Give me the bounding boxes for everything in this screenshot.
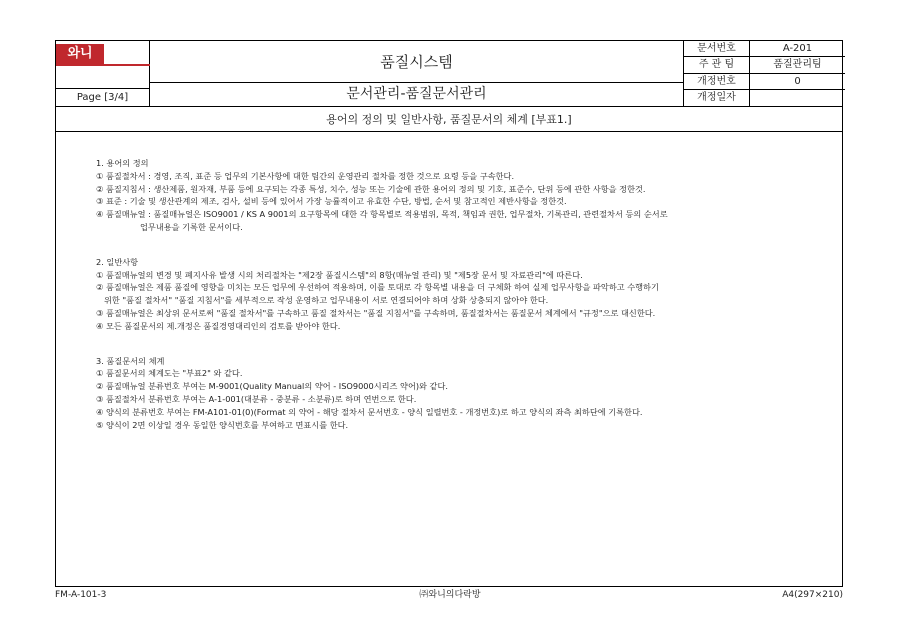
section-title: 용어의 정의 및 일반사항, 품질문서의 체계 [부표1.] xyxy=(56,107,842,132)
list-item: ① 품질매뉴얼의 변경 및 폐지사유 발생 시의 처리절차는 "제2장 품질시스템"의 8항(매뉴얼 관리) 및 "제5장 문서 및 자료관리"에 따른다. xyxy=(96,269,583,280)
logo-underline xyxy=(56,64,150,66)
list-item: ④ 모든 품질문서의 제.개정은 품질경영대리인의 검토를 받아야 한다. xyxy=(96,320,341,331)
list-item: ④ 양식의 분류번호 부여는 FM-A101-01(0)(Format 의 약어 - 해당 절차서 문서번호 - 양식 일렬번호 - 개정번호)로 하고 양식의 좌측 최하단에 기록한다. xyxy=(96,406,643,417)
list-item: ① 품질문서의 체계도는 "부표2" 와 같다. xyxy=(96,368,243,379)
list-item: ② 품질지침서 : 생산제품, 원자재, 부품 등에 요구되는 각종 특성, 치수, 성능 또는 기술에 관한 용어의 정의 및 기호, 표준수, 단위 등에 관한 사항을 정한것. xyxy=(96,183,646,194)
meta-value: 품질관리팀 xyxy=(773,59,822,71)
list-item-continuation: 업무내용을 기록한 문서이다. xyxy=(140,221,243,232)
meta-key: 개정일자 xyxy=(684,90,750,106)
footer-paper-size: A4(297×210) xyxy=(782,590,843,600)
meta-row-doc-number xyxy=(684,41,845,57)
meta-row-revision-date xyxy=(684,90,845,106)
footer-form-number: FM-A-101-3 xyxy=(55,590,107,600)
section-heading: 3. 품질문서의 체계 xyxy=(96,355,165,366)
document-subtitle: 문서관리-품질문서관리 xyxy=(346,86,487,102)
meta-key: 주 관 팀 xyxy=(684,57,750,72)
section-definitions xyxy=(96,157,776,234)
document-title: 품질시스템 xyxy=(150,41,683,83)
list-item: ① 품질절차서 : 경영, 조직, 표준 등 업무의 기본사항에 대한 팀간의 운영관리 절차를 정한 것으로 요령 등을 구속한다. xyxy=(96,170,515,181)
page-number: Page [3/4] xyxy=(56,89,150,106)
list-item: ③ 품질절차서 분류번호 부여는 A-1-001(대분류 - 중분류 - 소분류)로 하며 연번으로 한다. xyxy=(96,393,417,404)
meta-row-team xyxy=(684,57,845,73)
list-item: ② 품질매뉴얼은 제품 품질에 영향을 미치는 모든 업무에 우선하여 적용하며, 이를 토대로 각 항목별 내용을 더 구체화 하여 실제 업무사항을 파악하고 수행하기 xyxy=(96,282,659,293)
list-item: ③ 품질매뉴얼은 최상위 문서로써 "품질 절차서"를 구속하고 품질 절차서는 "품질 지침서"를 구속하며, 품질절차서는 품질문서 체계에서 "규정"으로 대신한다. xyxy=(96,307,656,318)
meta-key: 개정번호 xyxy=(684,74,750,89)
section-system xyxy=(96,355,776,432)
section-heading: 2. 일반사항 xyxy=(96,256,139,267)
list-item: ③ 표준 : 기술 및 생산관계의 제조, 검사, 설비 등에 있어서 가장 능률적이고 유효한 수단, 방법, 순서 및 참고적인 제반사항을 정한것. xyxy=(96,196,567,207)
company-logo: 와니 xyxy=(56,44,104,64)
meta-table xyxy=(683,41,844,106)
list-item-continuation: 위한 "품질 절차서" "품질 지침서"를 세부적으로 작성 운영하고 업무내용이 서로 연결되어야 하며 상화 상충되지 않아야 한다. xyxy=(104,295,549,306)
meta-value: 0 xyxy=(794,75,801,87)
logo-cell xyxy=(56,41,150,89)
section-heading: 1. 용어의 정의 xyxy=(96,158,149,168)
meta-value: A-201 xyxy=(782,43,813,54)
meta-key: 문서번호 xyxy=(684,41,750,56)
footer-company: ㈜와니의다락방 xyxy=(419,590,481,600)
list-item: ④ 품질매뉴얼 : 품질매뉴얼은 ISO9001 / KS A 9001의 요구항목에 대한 각 항목별로 적용범위, 목적, 책임과 권한, 업무절차, 기록관리, 관련절차서 등의 순서로 xyxy=(96,209,668,220)
meta-row-revision xyxy=(684,74,845,90)
meta-value xyxy=(750,90,845,106)
list-item: ② 품질매뉴얼 분류번호 부여는 M-9001(Quality Manual의 약어 - ISO9000시리즈 약어)와 같다. xyxy=(96,381,448,392)
document-body xyxy=(96,157,776,431)
section-general xyxy=(96,256,776,333)
list-item: ⑤ 양식이 2면 이상일 경우 동일한 양식번호를 부여하고 면표시를 한다. xyxy=(96,419,349,430)
